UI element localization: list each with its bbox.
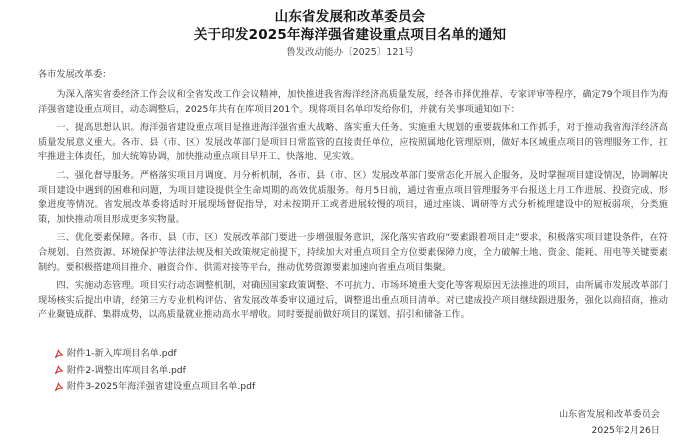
issuer-title: 山东省发展和改革委员会 <box>274 9 426 25</box>
section-2-paragraph: 二、强化督导服务。严格落实项目月调度、月分析机制，各市、县（市、区）发展改革部门要常态化开展入企服务，及时掌握项目建设情况，协调解决项目建设中遇到的困难和问题，为项目建设提供全生命周期的高效优质服务。每月5日前，通过省重点项目管理服务平台报送上月工作进展、投资完成、形象进度等情况。省发展改革委将适时开展现场督促指导，对未按期开工或者进展较慢的项目，通过座谈、调研等方式分析梳理建设中的短板弱项，分类施策，加快推动项目形成更多实物量。 <box>38 169 668 225</box>
section-1-paragraph: 一、提高思想认识。海洋强省建设重点项目是推进海洋强省重大战略、落实重大任务、实施重大规划的重要载体和工作抓手，对于推动我省海洋经济高质量发展意义重大。各市、县（市、区）发展改革部门是项目日常监管的直接责任单位，应按照属地化管理原则，做好本区域重点项目的管理服务工作，扛牢推进主体责任，加大统筹协调，加快推动重点项目早开工、快落地、见实效。 <box>38 122 668 163</box>
attachment-link-3[interactable] <box>54 379 255 394</box>
attachment-label: 附件3-2025年海洋强省建设重点项目名单.pdf <box>67 381 256 392</box>
attachment-label: 附件1-新入库项目名单.pdf <box>67 348 177 359</box>
notice-title: 关于印发2025年海洋强省建设重点项目名单的通知 <box>193 27 507 43</box>
attachment-list <box>54 346 255 396</box>
signature-block <box>559 407 660 439</box>
pdf-icon <box>54 349 64 359</box>
pdf-icon <box>54 382 64 392</box>
notice-body <box>38 88 668 327</box>
signing-organization: 山东省发展和改革委员会 <box>558 409 660 420</box>
pdf-icon <box>54 365 64 375</box>
section-4-paragraph: 四、实施动态管理。项目实行动态调整机制，对确因国家政策调整、不可抗力、市场环境重大变化等客观原因无法推进的项目，由所属市发展改革部门现场核实后提出申请，经第三方专业机构评估、省发展改革委审议通过后，调整退出重点项目清单。对已建成投产项目继续跟进服务，强化以商招商，推动产业聚链成群、集群成势，以高质量就业推动高水平增收。同时要提前做好项目的谋划、招引和储备工作。 <box>38 280 668 321</box>
section-3-paragraph: 三、优化要素保障。各市、县（市、区）发展改革部门要进一步增强服务意识，深化落实省政府“要素跟着项目走”要求，积极落实项目建设条件，在符合规划、自然资源、环境保护等法律法规及相关政策规定前提下，持续加大对重点项目全方位要素保障力度，全力破解土地、资金、能耗、用电等关键要素制约。要积极搭建项目推介、融资合作、供需对接等平台，推动优势资源要素加速向省重点项目集聚。 <box>38 232 668 273</box>
document-number: 鲁发改动能办〔2025〕121号 <box>286 47 414 58</box>
intro-paragraph: 为深入落实省委经济工作会议和全省发改工作会议精神，加快推进我省海洋经济高质量发展，经各市择优推荐、专家评审等程序，确定79个项目作为海洋强省建设重点项目，动态调整后，2025年共有在库项目201个。现将项目名单印发给你们，并就有关事项通知如下： <box>38 89 668 115</box>
salutation: 各市发展改革委： <box>38 69 112 80</box>
attachment-label: 附件2-调整出库项目名单.pdf <box>67 364 186 376</box>
document-header <box>0 8 700 59</box>
attachment-link-2[interactable] <box>54 363 255 378</box>
signing-date: 2025年2月26日 <box>591 425 660 436</box>
attachment-link-1[interactable] <box>54 346 255 361</box>
